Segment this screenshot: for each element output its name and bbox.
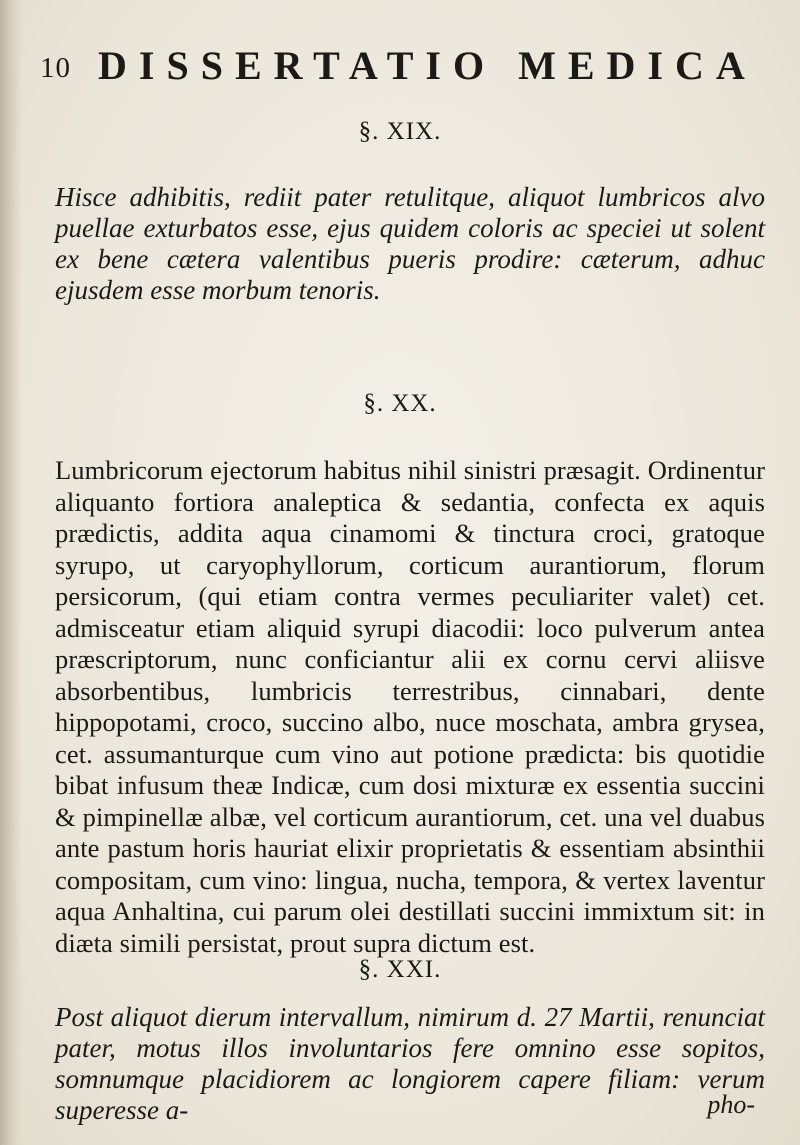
section-21-text: Post aliquot dierum intervallum, nimirum d. 27 Martii, renunciat pater, motus illos involuntarios fere omnino esse sopitos, somnumque placidiorem ac longiorem capere filiam: verum superesse a- (55, 1002, 765, 1125)
running-head (40, 42, 760, 92)
section-20-text: Lumbricorum ejectorum habitus nihil sinistri præsagit. Ordinentur aliquanto fortiora analeptica & sedantia, confecta ex aquis prædictis, addita aqua cinamomi & tinctura croci, gratoque syrupo, ut caryophyllorum, corticum aurantiorum, florum persicorum, (qui etiam contra vermes peculiariter valet) cet. admisceatur etiam aliquid syrupi diacodii: loco pulverum antea præscriptorum, nunc conficiantur alii ex cornu cervi aliisve absorbentibus, lumbricis terrestribus, cinnabari, dente hippopotami, croco, succino albo, nuce moschata, ambra grysea, cet. assumanturque cum vino aut potione prædicta: bis quotidie bibat infusum theæ Indicæ, cum dosi mixturæ ex essentia succini & pimpinellæ albæ, vel corticum aurantiorum, cet. una vel duabus ante pastum horis hauriat elixir proprietatis & essentiam absinthii compositam, cum vino: lingua, nucha, tempora, & vertex laventur aqua Anhaltina, cui parum olei destillati succini immixtum sit: in diæta simili persistat, prout supra dictum est. (55, 455, 765, 958)
section-heading-21: §. XXI. (358, 956, 442, 983)
section-heading-20: §. XX. (363, 390, 437, 417)
page-number: 10 (40, 52, 71, 84)
section-19-text: Hisce adhibitis, rediit pater retulitque, aliquot lumbricos alvo puellae exturbatos esse, ejus quidem coloris ac speciei ut solent ex bene cætera valentibus pueris prodire: cæterum, adhuc ejusdem esse morbum tenoris. (55, 182, 765, 305)
section-heading-19: §. XIX. (358, 118, 442, 145)
catchword: pho- (707, 1090, 755, 1119)
running-title: DISSERTATIO MEDICA (98, 43, 757, 88)
